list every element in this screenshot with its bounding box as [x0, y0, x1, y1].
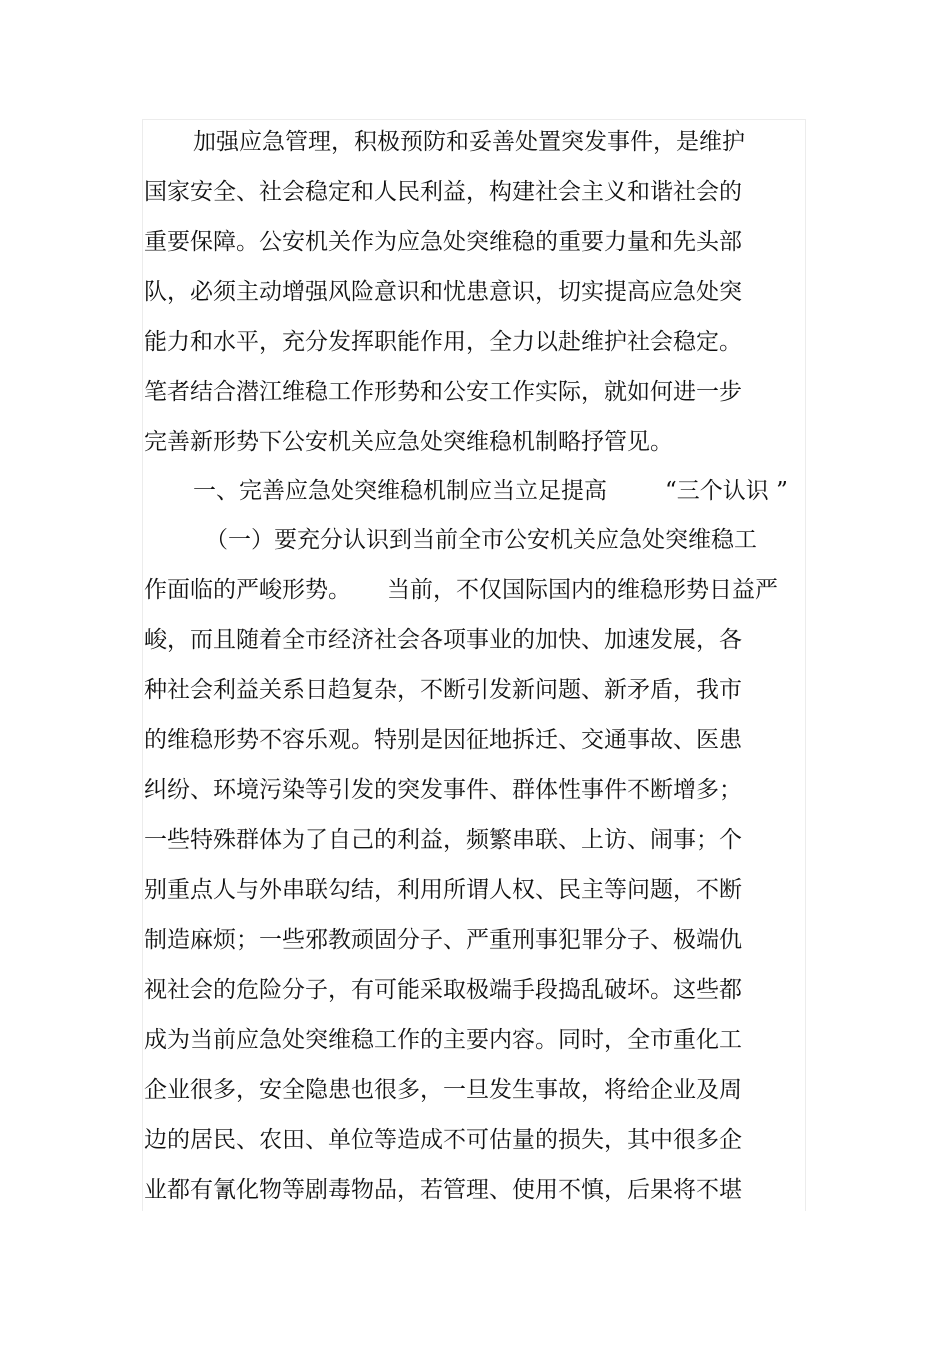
paragraph-1-line-2: 国家安全、社会稳定和人民利益，构建社会主义和谐社会的: [144, 179, 742, 205]
subsection-heading-1-end: 作面临的严峻形势。: [144, 577, 351, 603]
paragraph-2-line-2: 峻，而且随着全市经济社会各项事业的加快、加速发展，各: [144, 627, 742, 653]
paragraph-2-line-12: 边的居民、农田、单位等造成不可估量的损失，其中很多企: [144, 1127, 742, 1153]
paragraph-1-line-4: 队，必须主动增强风险意识和忧患意识，切实提高应急处突: [144, 279, 742, 305]
paragraph-1-line-1: 加强应急管理，积极预防和妥善处置突发事件，是维护: [193, 129, 745, 155]
paragraph-1-line-5: 能力和水平，充分发挥职能作用，全力以赴维护社会稳定。: [144, 329, 742, 355]
section-heading-1-quote: “三个认识 ”: [665, 478, 788, 504]
section-heading-1-text: 一、完善应急处突维稳机制应当立足提高: [193, 478, 607, 504]
paragraph-2-line-9: 视社会的危险分子，有可能采取极端手段捣乱破坏。这些都: [144, 977, 742, 1003]
paragraph-2-line-13: 业都有氰化物等剧毒物品，若管理、使用不慎，后果将不堪: [144, 1177, 742, 1203]
section-heading-1: [193, 476, 788, 506]
paragraph-2-start: 当前，不仅国际国内的维稳形势日益严: [387, 577, 778, 603]
paragraph-2-line-3: 种社会利益关系日趋复杂，不断引发新问题、新矛盾，我市: [144, 677, 742, 703]
paragraph-1-line-3: 重要保障。公安机关作为应急处突维稳的重要力量和先头部: [144, 229, 742, 255]
paragraph-2-line-6: 一些特殊群体为了自己的利益，频繁串联、上访、闹事；个: [144, 827, 742, 853]
paragraph-1-line-7: 完善新形势下公安机关应急处突维稳机制略抒管见。: [144, 429, 673, 455]
subsection-heading-1: （一）要充分认识到当前全市公安机关应急处突维稳工: [205, 527, 757, 553]
paragraph-2-line-10: 成为当前应急处突维稳工作的主要内容。同时，全市重化工: [144, 1027, 742, 1053]
paragraph-2-line-7: 别重点人与外串联勾结，利用所谓人权、民主等问题，不断: [144, 877, 742, 903]
paragraph-2-line-1: [144, 575, 778, 605]
paragraph-1-line-6: 笔者结合潜江维稳工作形势和公安工作实际，就如何进一步: [144, 379, 742, 405]
paragraph-2-line-4: 的维稳形势不容乐观。特别是因征地拆迁、交通事故、医患: [144, 727, 742, 753]
paragraph-2-line-8: 制造麻烦；一些邪教顽固分子、严重刑事犯罪分子、极端仇: [144, 927, 742, 953]
paragraph-2-line-5: 纠纷、环境污染等引发的突发事件、群体性事件不断增多；: [144, 777, 742, 803]
paragraph-2-line-11: 企业很多，安全隐患也很多，一旦发生事故，将给企业及周: [144, 1077, 742, 1103]
